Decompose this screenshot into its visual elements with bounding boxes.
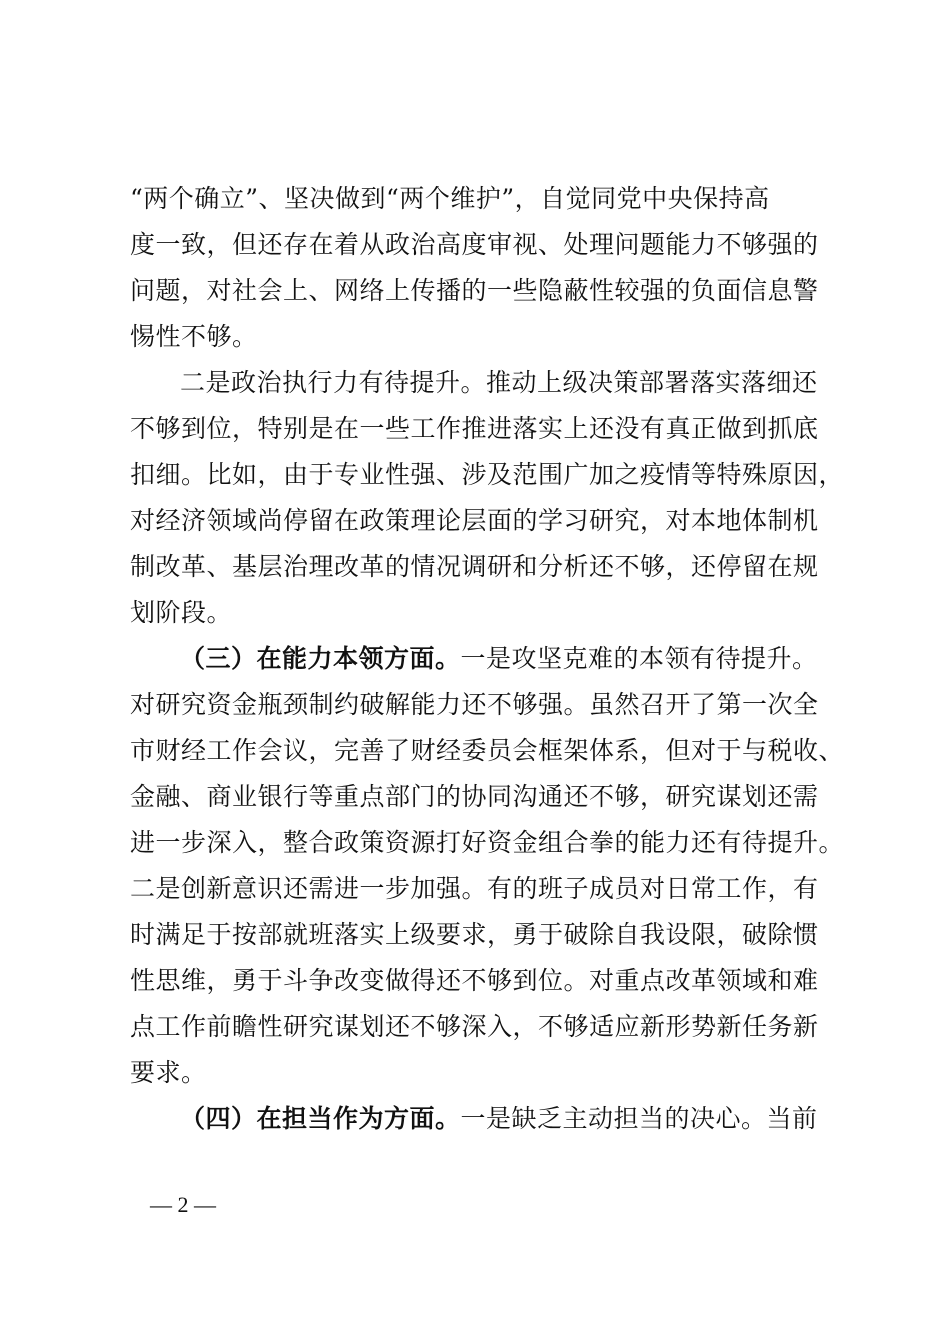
text-line: 一是攻坚克难的本领有待提升。	[460, 644, 818, 673]
text-line: 市财经工作会议，完善了财经委员会框架体系，但对于与税收、	[130, 736, 845, 765]
section-heading-three: （三）在能力本领方面。	[180, 644, 461, 673]
text-line: 不够到位，特别是在一些工作推进落实上还没有真正做到抓底	[130, 414, 819, 443]
text-line: 划阶段。	[130, 598, 233, 627]
text-line: 点工作前瞻性研究谋划还不够深入，不够适应新形势新任务新	[130, 1012, 819, 1041]
text-line: 二是政治执行力有待提升。推动上级决策部署落实落细还	[180, 368, 818, 397]
text-line: 进一步深入，整合政策资源打好资金组合拳的能力还有待提升。	[130, 828, 845, 857]
section-heading-line	[130, 1096, 840, 1142]
section-heading-line	[130, 636, 840, 682]
text-line: 性思维，勇于斗争改变做得还不够到位。对重点改革领域和难	[130, 966, 819, 995]
text-line: 时满足于按部就班落实上级要求，勇于破除自我设限，破除惯	[130, 920, 819, 949]
text-line: “两个确立”、坚决做到“两个维护”，自觉同党中央保持高	[130, 184, 770, 213]
text-line: 问题，对社会上、网络上传播的一些隐蔽性较强的负面信息警	[130, 276, 819, 305]
text-line: 对研究资金瓶颈制约破解能力还不够强。虽然召开了第一次全	[130, 690, 819, 719]
text-line: 一是缺乏主动担当的决心。当前	[460, 1104, 818, 1133]
text-line: 金融、商业银行等重点部门的协同沟通还不够，研究谋划还需	[130, 782, 819, 811]
text-line: 二是创新意识还需进一步加强。有的班子成员对日常工作，有	[130, 874, 819, 903]
text-line: 制改革、基层治理改革的情况调研和分析还不够，还停留在规	[130, 552, 819, 581]
page-number: — 2 —	[150, 1192, 216, 1217]
text-line: 对经济领域尚停留在政策理论层面的学习研究，对本地体制机	[130, 506, 819, 535]
text-line: 要求。	[130, 1058, 207, 1087]
text-line: 惕性不够。	[130, 322, 258, 351]
text-line: 扣细。比如，由于专业性强、涉及范围广加之疫情等特殊原因，	[130, 460, 845, 489]
section-heading-four: （四）在担当作为方面。	[180, 1104, 461, 1133]
document-body	[130, 176, 845, 1142]
text-line: 度一致，但还存在着从政治高度审视、处理问题能力不够强的	[130, 230, 819, 259]
